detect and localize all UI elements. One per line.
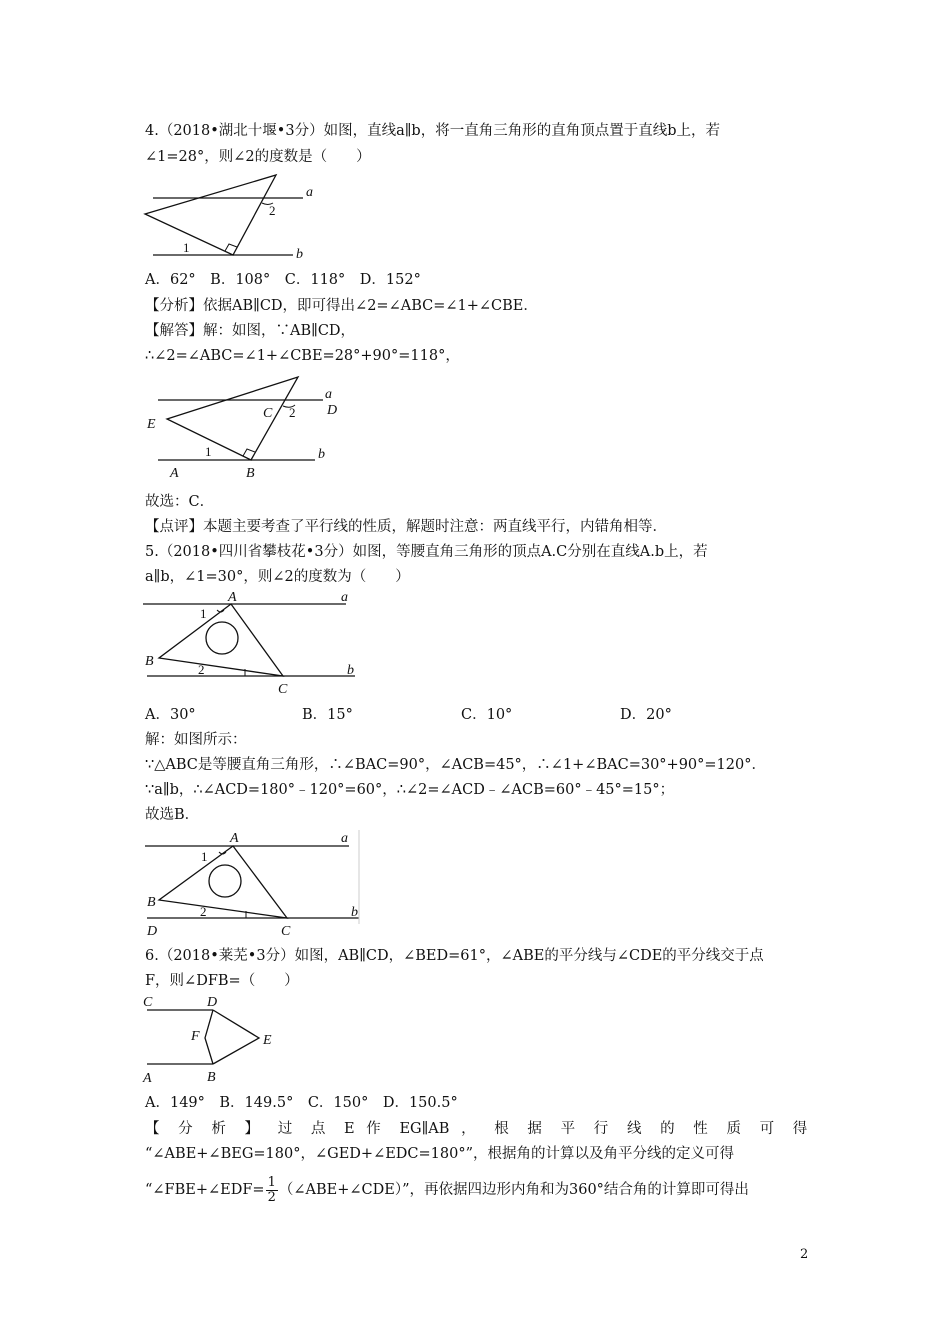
analysis-word: 根 xyxy=(494,1121,516,1137)
q4-f2-label-E: E xyxy=(147,417,156,432)
q4-answer: 故选：C． xyxy=(145,494,215,510)
q5-f2-label-a: a xyxy=(341,831,348,846)
q5-f1-label-B: B xyxy=(145,654,154,669)
q4-analysis: 【分析】依据AB∥CD，即可得出∠2=∠ABC=∠1+∠CBE． xyxy=(145,298,538,314)
q4-comment: 【点评】本题主要考查了平行线的性质，解题时注意：两直线平行，内错角相等． xyxy=(145,519,667,535)
q4-f2-label-C: C xyxy=(263,406,273,421)
q4-figure-2 xyxy=(143,370,348,485)
q5-line2: a∥b，∠1=30°，则∠2的度数为（ ） xyxy=(145,569,410,585)
analysis-word: 得 xyxy=(792,1121,808,1137)
q6-analysis3-post: （∠ABE+∠CDE）”，再依据四边形内角和为360°结合角的计算即可得出 xyxy=(278,1182,749,1198)
q5-f1-label-C: C xyxy=(278,682,288,697)
q5-f2-label-A: A xyxy=(230,831,239,846)
q6-line2: F，则∠DFB=（ ） xyxy=(145,973,299,989)
q4-solution-2: ∴∠2=∠ABC=∠1+∠CBE=28°+90°=118°， xyxy=(145,348,460,364)
q4-f1-label-a: a xyxy=(306,185,313,200)
q6-analysis-line2: “∠ABE+∠BEG=180°，∠GED+∠EDC=180°”，根据角的计算以及角平分线的定义可得 xyxy=(145,1146,735,1162)
analysis-word: ， xyxy=(461,1121,483,1137)
q4-f2-label-2: 2 xyxy=(289,405,296,420)
q6-label-A: A xyxy=(143,1071,152,1086)
q5-solution-2: ∵a∥b，∴∠ACD=180°﹣120°=60°，∴∠2=∠ACD﹣∠ACB=60°﹣45°=15°； xyxy=(145,782,675,798)
q4-options: A．62° B．108° C．118° D．152° xyxy=(145,272,421,288)
q5-f2-label-B: B xyxy=(147,895,156,910)
q6-analysis-line1 xyxy=(145,1119,807,1139)
analysis-word: 线 xyxy=(626,1121,649,1137)
q4-line2: ∠1=28°，则∠2的度数是（ ） xyxy=(145,149,371,165)
fraction-denominator: 2 xyxy=(267,1189,276,1205)
q5-figure-2 xyxy=(141,828,363,940)
q5-f2-label-2: 2 xyxy=(200,904,207,919)
analysis-word: 可 xyxy=(759,1121,782,1137)
analysis-word: 析 xyxy=(211,1121,233,1137)
q5-f1-label-1: 1 xyxy=(200,606,207,621)
q6-label-F: F xyxy=(191,1029,200,1044)
analysis-word: 的 xyxy=(660,1121,682,1137)
analysis-word: 分 xyxy=(178,1121,200,1137)
page-number: 2 xyxy=(800,1247,809,1262)
q4-f2-label-1: 1 xyxy=(205,444,212,459)
q5-f1-label-b: b xyxy=(347,663,354,678)
q4-line1: 4.（2018•湖北十堰•3分）如图，直线a∥b，将一直角三角形的直角顶点置于直线b上，若 xyxy=(145,123,720,139)
q4-f2-label-B: B xyxy=(246,466,255,481)
q4-f2-label-D: D xyxy=(327,403,338,418)
q5-answer: 故选B． xyxy=(145,807,200,823)
q5-option-c: C．10° xyxy=(461,707,513,723)
q5-f2-label-b: b xyxy=(351,905,358,920)
analysis-word: 过 xyxy=(277,1121,300,1137)
q5-line1: 5.（2018•四川省攀枝花•3分）如图，等腰直角三角形的顶点A.C分别在直线A.b上，若 xyxy=(145,544,708,560)
analysis-word: 【 xyxy=(145,1121,167,1137)
q6-figure xyxy=(141,992,281,1088)
q5-option-a: A．30° xyxy=(145,707,196,723)
q6-analysis-line3 xyxy=(145,1170,749,1210)
q5-f1-label-A: A xyxy=(228,590,237,605)
q4-f2-label-b: b xyxy=(318,447,325,462)
analysis-word: 质 xyxy=(726,1121,748,1137)
analysis-word: 性 xyxy=(693,1121,715,1137)
q5-f2-label-1: 1 xyxy=(201,849,208,864)
analysis-word: E xyxy=(344,1121,355,1137)
analysis-word: 据 xyxy=(527,1121,549,1137)
q5-solution-0: 解：如图所示： xyxy=(145,732,247,748)
q6-label-E: E xyxy=(263,1033,272,1048)
q4-figure-1 xyxy=(143,172,318,264)
analysis-word: 点 xyxy=(310,1121,333,1137)
q5-solution-1: ∵△ABC是等腰直角三角形，∴∠BAC=90°，∠ACB=45°，∴∠1+∠BAC=30°+90°=120°． xyxy=(145,757,766,773)
q5-f1-label-2: 2 xyxy=(198,662,205,677)
q5-option-b: B．15° xyxy=(302,707,353,723)
q6-label-C: C xyxy=(143,995,153,1010)
analysis-word: 平 xyxy=(560,1121,583,1137)
q4-f1-label-2: 2 xyxy=(269,203,276,218)
q5-f1-label-a: a xyxy=(341,590,348,605)
q6-line1: 6.（2018•莱芜•3分）如图，AB∥CD，∠BED=61°，∠ABE的平分线与∠CDE的平分线交于点 xyxy=(145,948,764,964)
one-half-fraction xyxy=(266,1176,278,1205)
analysis-word: 】 xyxy=(244,1121,267,1137)
q5-figure-1 xyxy=(141,590,361,698)
analysis-word: EG∥AB xyxy=(399,1121,450,1137)
q5-option-d: D．20° xyxy=(620,707,672,723)
q5-f2-label-D: D xyxy=(147,924,158,939)
fraction-numerator: 1 xyxy=(267,1174,276,1190)
q4-f2-label-A: A xyxy=(170,466,179,481)
q5-f2-label-C: C xyxy=(281,924,291,939)
q4-f1-label-b: b xyxy=(296,247,303,262)
q6-options: A．149° B．149.5° C．150° D．150.5° xyxy=(145,1095,458,1111)
q4-f1-label-1: 1 xyxy=(183,240,190,255)
q4-f2-label-a: a xyxy=(325,387,332,402)
q6-label-D: D xyxy=(207,995,218,1010)
q6-label-B: B xyxy=(207,1070,216,1085)
analysis-word: 作 xyxy=(366,1121,388,1137)
q6-analysis3-pre: “∠FBE+∠EDF= xyxy=(145,1182,265,1198)
analysis-word: 行 xyxy=(593,1121,616,1137)
q4-solution-1: 【解答】解：如图，∵AB∥CD， xyxy=(145,323,356,339)
